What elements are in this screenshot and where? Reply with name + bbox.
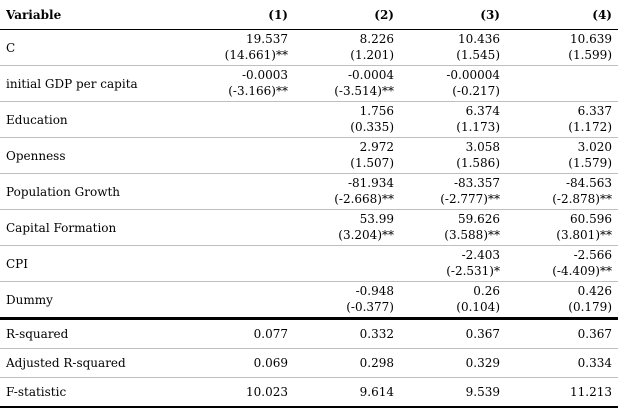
coefficient-cell bbox=[506, 138, 618, 174]
coefficient-cell bbox=[294, 282, 400, 319]
stat-row bbox=[0, 349, 618, 378]
header-col-2: (2) bbox=[374, 7, 394, 22]
coefficient-value: 3.058 bbox=[465, 140, 500, 154]
coefficient-cell bbox=[188, 66, 294, 102]
coefficient-value: -0.0004 bbox=[347, 68, 394, 82]
coefficient-cell bbox=[188, 138, 294, 174]
row-label: initial GDP per capita bbox=[0, 66, 188, 102]
coefficient-value: 0.26 bbox=[473, 284, 500, 298]
coefficient-value: -0.00004 bbox=[446, 68, 500, 82]
coefficient-value: 60.596 bbox=[570, 212, 612, 226]
coefficient-rows bbox=[0, 30, 618, 319]
coefficient-cell bbox=[294, 66, 400, 102]
coefficient-cell bbox=[400, 138, 506, 174]
coefficient-value: -83.357 bbox=[453, 176, 500, 190]
coefficient-value: 53.99 bbox=[359, 212, 394, 226]
coefficient-cell bbox=[188, 102, 294, 138]
table-row bbox=[0, 102, 618, 138]
coefficient-value: -84.563 bbox=[565, 176, 612, 190]
stat-label: Adjusted R-squared bbox=[0, 349, 188, 378]
t-statistic: (-2.668)** bbox=[334, 192, 394, 206]
row-label: Dummy bbox=[0, 282, 188, 319]
coefficient-cell bbox=[506, 102, 618, 138]
header-row bbox=[0, 0, 618, 30]
coefficient-cell bbox=[188, 246, 294, 282]
coefficient-value: 0.426 bbox=[577, 284, 612, 298]
coefficient-cell bbox=[188, 210, 294, 246]
coefficient-cell bbox=[294, 30, 400, 66]
stat-value: 0.332 bbox=[294, 319, 400, 349]
t-statistic: (-0.217) bbox=[452, 84, 500, 98]
t-statistic: (3.588)** bbox=[444, 228, 500, 242]
coefficient-value: -2.566 bbox=[573, 248, 612, 262]
coefficient-cell bbox=[506, 210, 618, 246]
coefficient-cell bbox=[294, 246, 400, 282]
row-label: CPI bbox=[0, 246, 188, 282]
stat-value: 9.539 bbox=[400, 378, 506, 408]
coefficient-cell bbox=[188, 30, 294, 66]
coefficient-value: -81.934 bbox=[347, 176, 394, 190]
t-statistic: (1.507) bbox=[350, 156, 394, 170]
coefficient-cell bbox=[506, 66, 618, 102]
coefficient-value: -0.0003 bbox=[241, 68, 288, 82]
coefficient-value: 19.537 bbox=[246, 32, 288, 46]
coefficient-value: 59.626 bbox=[458, 212, 500, 226]
coefficient-cell bbox=[506, 174, 618, 210]
coefficient-cell bbox=[294, 210, 400, 246]
coefficient-cell bbox=[294, 138, 400, 174]
t-statistic: (1.586) bbox=[456, 156, 500, 170]
table-row bbox=[0, 138, 618, 174]
t-statistic: (1.599) bbox=[568, 48, 612, 62]
stat-value: 0.367 bbox=[400, 319, 506, 349]
coefficient-value: -2.403 bbox=[461, 248, 500, 262]
coefficient-cell bbox=[400, 210, 506, 246]
coefficient-value: 3.020 bbox=[577, 140, 612, 154]
stat-value: 10.023 bbox=[188, 378, 294, 408]
coefficient-value: 8.226 bbox=[359, 32, 394, 46]
coefficient-value: 10.436 bbox=[458, 32, 500, 46]
coefficient-cell bbox=[294, 102, 400, 138]
t-statistic: (1.173) bbox=[456, 120, 500, 134]
row-label: C bbox=[0, 30, 188, 66]
row-label: Population Growth bbox=[0, 174, 188, 210]
coefficient-cell bbox=[400, 30, 506, 66]
stat-value: 9.614 bbox=[294, 378, 400, 408]
t-statistic: (0.179) bbox=[568, 300, 612, 314]
table-row bbox=[0, 282, 618, 319]
t-statistic: (1.545) bbox=[456, 48, 500, 62]
t-statistic: (-3.514)** bbox=[334, 84, 394, 98]
t-statistic: (0.335) bbox=[350, 120, 394, 134]
header-variable: Variable bbox=[6, 7, 62, 22]
stat-row bbox=[0, 319, 618, 349]
coefficient-cell bbox=[506, 246, 618, 282]
coefficient-cell bbox=[294, 174, 400, 210]
t-statistic: (-0.377) bbox=[346, 300, 394, 314]
table-row bbox=[0, 30, 618, 66]
coefficient-value: 10.639 bbox=[570, 32, 612, 46]
table-row bbox=[0, 66, 618, 102]
coefficient-cell bbox=[400, 102, 506, 138]
coefficient-cell bbox=[400, 246, 506, 282]
t-statistic: (3.204)** bbox=[338, 228, 394, 242]
coefficient-cell bbox=[506, 30, 618, 66]
statistic-rows bbox=[0, 319, 618, 408]
table-row bbox=[0, 246, 618, 282]
t-statistic: (-2.531)* bbox=[446, 264, 500, 278]
t-statistic: (1.201) bbox=[350, 48, 394, 62]
coefficient-cell bbox=[188, 282, 294, 319]
stat-value: 11.213 bbox=[506, 378, 618, 408]
t-statistic: (0.104) bbox=[456, 300, 500, 314]
stat-value: 0.069 bbox=[188, 349, 294, 378]
table-row bbox=[0, 174, 618, 210]
coefficient-value: 1.756 bbox=[359, 104, 394, 118]
coefficient-cell bbox=[400, 282, 506, 319]
coefficient-cell bbox=[506, 282, 618, 319]
stat-value: 0.298 bbox=[294, 349, 400, 378]
stat-value: 0.077 bbox=[188, 319, 294, 349]
row-label: Education bbox=[0, 102, 188, 138]
row-label: Openness bbox=[0, 138, 188, 174]
coefficient-value: -0.948 bbox=[355, 284, 394, 298]
t-statistic: (14.661)** bbox=[224, 48, 288, 62]
stat-value: 0.334 bbox=[506, 349, 618, 378]
coefficient-value: 6.337 bbox=[577, 104, 612, 118]
table-row bbox=[0, 210, 618, 246]
t-statistic: (1.172) bbox=[568, 120, 612, 134]
t-statistic: (3.801)** bbox=[556, 228, 612, 242]
header-col-1: (1) bbox=[268, 7, 288, 22]
coefficient-cell bbox=[400, 66, 506, 102]
stat-value: 0.367 bbox=[506, 319, 618, 349]
header-col-4: (4) bbox=[592, 7, 612, 22]
coefficient-value: 6.374 bbox=[465, 104, 500, 118]
row-label: Capital Formation bbox=[0, 210, 188, 246]
t-statistic: (-4.409)** bbox=[552, 264, 612, 278]
t-statistic: (-2.878)** bbox=[552, 192, 612, 206]
t-statistic: (1.579) bbox=[568, 156, 612, 170]
stat-value: 0.329 bbox=[400, 349, 506, 378]
coefficient-cell bbox=[188, 174, 294, 210]
t-statistic: (-2.777)** bbox=[440, 192, 500, 206]
header-col-3: (3) bbox=[480, 7, 500, 22]
stat-label: F-statistic bbox=[0, 378, 188, 408]
coefficient-value: 2.972 bbox=[359, 140, 394, 154]
stat-row bbox=[0, 378, 618, 408]
coefficient-cell bbox=[400, 174, 506, 210]
t-statistic: (-3.166)** bbox=[228, 84, 288, 98]
stat-label: R-squared bbox=[0, 319, 188, 349]
